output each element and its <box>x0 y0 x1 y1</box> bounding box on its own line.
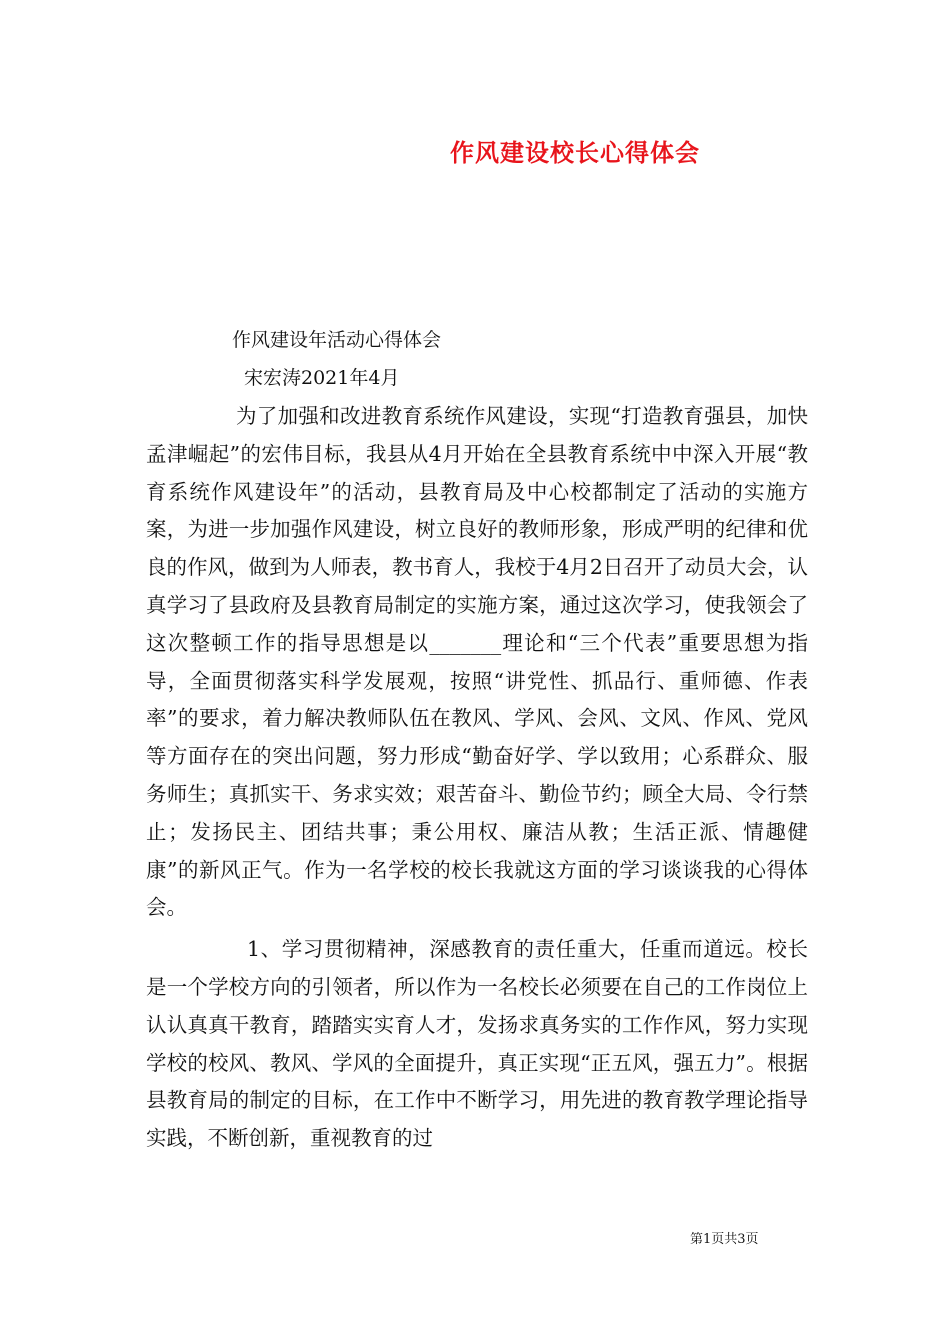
body-text <box>146 398 808 1158</box>
document-title: 作风建设校长心得体会 <box>450 138 700 167</box>
paragraph-intro: 为了加强和改进教育系统作风建设，实现“打造教育强县，加快孟津崛起”的宏伟目标，我县从4月开始在全县教育系统中中深入开展“教育系统作风建设年”的活动，县教育局及中心校都制定了活动的实施方案，为进一步加强作风建设，树立良好的教师形象，形成严明的纪律和优良的作风，做到为人师表，教书育人，我校于4月2日召开了动员大会，认真学习了县政府及县教育局制定的实施方案，通过这次学习，使我领会了这次整顿工作的指导思想是以_______理论和“三个代表”重要思想为指导，全面贯彻落实科学发展观，按照“讲党性、抓品行、重师德、作表率”的要求，着力解决教师队伍在教风、学风、会风、文风、作风、党风等方面存在的突出问题，努力形成“勤奋好学、学以致用；心系群众、服务师生；真抓实干、务求实效；艰苦奋斗、勤俭节约；顾全大局、令行禁止；发扬民主、团结共事；秉公用权、廉洁从教；生活正派、情趣健康”的新风正气。作为一名学校的校长我就这方面的学习谈谈我的心得体会。 <box>146 404 808 920</box>
paragraph-section-1: 1、学习贯彻精神，深感教育的责任重大，任重而道远。校长是一个学校方向的引领者，所以作为一名校长必须要在自己的工作岗位上认认真真干教育，踏踏实实育人才，发扬求真务实的工作作风，努力实现学校的校风、教风、学风的全面提升，真正实现“正五风，强五力”。根据县教育局的制定的目标，在工作中不断学习，用先进的教育教学理论指导实践，不断创新，重视教育的过 <box>146 937 808 1151</box>
page-footer: 第1页共3页 <box>690 1232 759 1247</box>
author-date-line: 宋宏涛2021年4月 <box>244 367 400 389</box>
document-subtitle: 作风建设年活动心得体会 <box>232 329 442 351</box>
